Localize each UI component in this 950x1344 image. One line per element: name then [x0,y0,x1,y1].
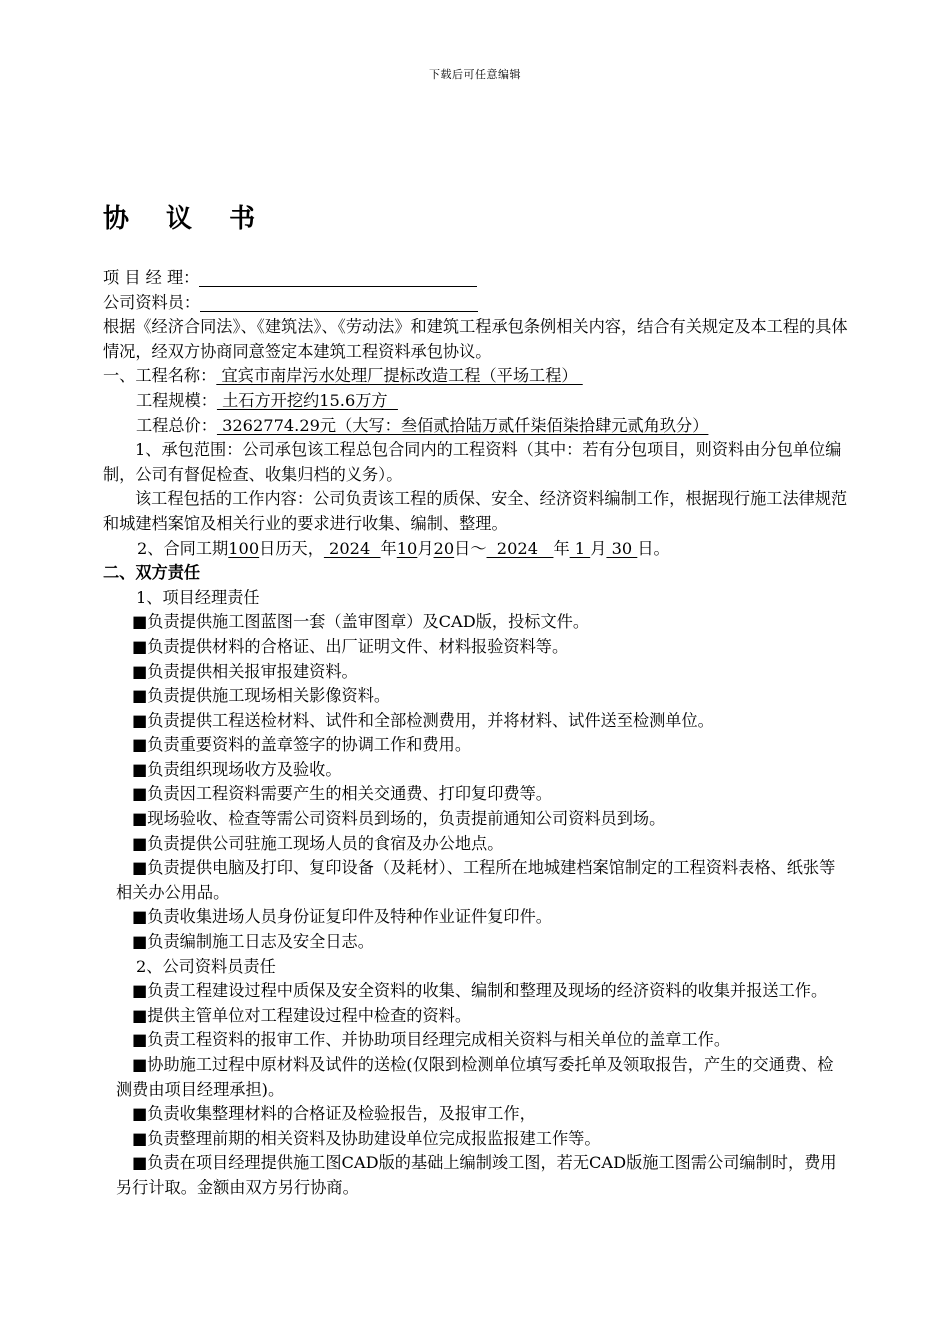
list-item: ■提供主管单位对工程建设过程中检查的资料。 [132,1005,472,1025]
project-manager-field [103,266,848,291]
section2-heading: 二、双方责任 [103,563,201,583]
document-body [103,266,848,1201]
manager-duties-title: 1、项目经理责任 [136,587,260,607]
project-manager-blank[interactable] [199,268,477,287]
list-item: ■负责重要资料的盖章签字的协调工作和费用。 [132,735,472,755]
project-scale-label: 工程规模： [136,390,217,410]
end-month: 1 [569,538,591,558]
period-days: 100 [228,538,260,558]
list-item: ■负责提供电脑及打印、复印设备（及耗材）、工程所在地城建档案馆制定的工程资料表格、纸张等相关办公用品。 [116,858,836,902]
project-scale-row [103,389,848,414]
start-day: 20 [433,538,455,558]
list-item: ■协助施工过程中原材料及试件的送检(仅限到检测单位填写委托单及领取报告，产生的交通费、检测费由项目经理承担)。 [116,1055,834,1099]
list-item: ■负责编制施工日志及安全日志。 [132,932,374,952]
list-item: ■负责提供公司驻施工现场人员的食宿及办公地点。 [132,833,504,853]
list-item: ■负责提供施工图蓝图一套（盖审图章）及CAD版，投标文件。 [132,612,590,632]
list-item: ■负责在项目经理提供施工图CAD版的基础上编制竣工图，若无CAD版施工图需公司编制时，费用另行计取。金额由双方另行协商。 [116,1153,837,1197]
period-prefix: 2、合同工期 [137,538,229,558]
end-day-unit: 日。 [637,538,670,558]
company-clerk-field [103,291,848,316]
project-total-value: 3262774.29元（大写：叁佰贰拾陆万贰仟柒佰柒拾肆元贰角玖分） [216,415,709,435]
start-month: 10 [396,538,418,558]
company-clerk-label: 公司资料员： [103,292,201,312]
project-name-value: 宜宾市南岸污水处理厂提标改造工程（平场工程） [216,366,583,386]
list-item: ■负责提供工程送检材料、试件和全部检测费用，并将材料、试件送至检测单位。 [132,710,714,730]
clerk-duties-title: 2、公司资料员责任 [136,956,276,976]
end-year-unit: 年 [553,538,570,558]
project-manager-label: 项 目 经 理： [103,268,200,287]
manager-duties-list [103,610,848,954]
project-name-row [103,364,848,389]
end-month-unit: 月 [590,538,607,558]
list-item: ■负责收集整理材料的合格证及检验报告，及报审工作， [132,1104,536,1124]
list-item: ■现场验收、检查等需公司资料员到场的，负责提前通知公司资料员到场。 [132,809,666,829]
project-name-label: 一、工程名称： [103,366,217,386]
period-calendar-text: 日历天， [259,538,324,558]
header-note: 下载后可任意编辑 [429,68,521,81]
list-item: ■负责工程建设过程中质保及安全资料的收集、编制和整理及现场的经济资料的收集并报送工作。 [132,981,828,1001]
list-item: ■负责提供材料的合格证、出厂证明文件、材料报验资料等。 [132,636,569,656]
start-month-unit: 月 [417,538,434,558]
list-item: ■负责工程资料的报审工作、并协助项目经理完成相关资料与相关单位的盖章工作。 [132,1030,731,1050]
contract-period-row [103,537,848,562]
document-title: 协 议 书 [103,204,270,234]
end-year: 2024 [486,538,554,558]
clerk-duties-list [103,979,848,1200]
scope-paragraph: 1、承包范围：公司承包该工程总包合同内的工程资料（其中：若有分包项目，则资料由分包单位编制，公司有督促检查、收集归档的义务）。 [103,440,842,484]
list-item: ■负责因工程资料需要产生的相关交通费、打印复印费等。 [132,784,552,804]
project-total-row [103,414,848,439]
start-year: 2024 [323,538,381,558]
list-item: ■负责提供施工现场相关影像资料。 [132,686,391,706]
company-clerk-blank[interactable] [200,293,478,312]
work-content-paragraph: 该工程包括的工作内容：公司负责该工程的质保、安全、经济资料编制工作，根据现行施工法律规范和城建档案馆及相关行业的要求进行收集、编制、整理。 [103,489,848,533]
list-item: ■负责组织现场收方及验收。 [132,759,342,779]
end-day: 30 [606,538,638,558]
project-total-label: 工程总价： [136,415,217,435]
list-item: ■负责提供相关报审报建资料。 [132,661,358,681]
list-item: ■负责收集进场人员身份证复印件及特种作业证件复印件。 [132,907,552,927]
project-scale-value: 土石方开挖约15.6万方 [216,390,398,410]
start-day-unit: 日～ [454,538,487,558]
start-year-unit: 年 [380,538,397,558]
list-item: ■负责整理前期的相关资料及协助建设单位完成报监报建工作等。 [132,1128,601,1148]
intro-paragraph: 根据《经济合同法》、《建筑法》、《劳动法》和建筑工程承包条例相关内容，结合有关规定及本工程的具体情况，经双方协商同意签定本建筑工程资料承包协议。 [103,317,848,361]
